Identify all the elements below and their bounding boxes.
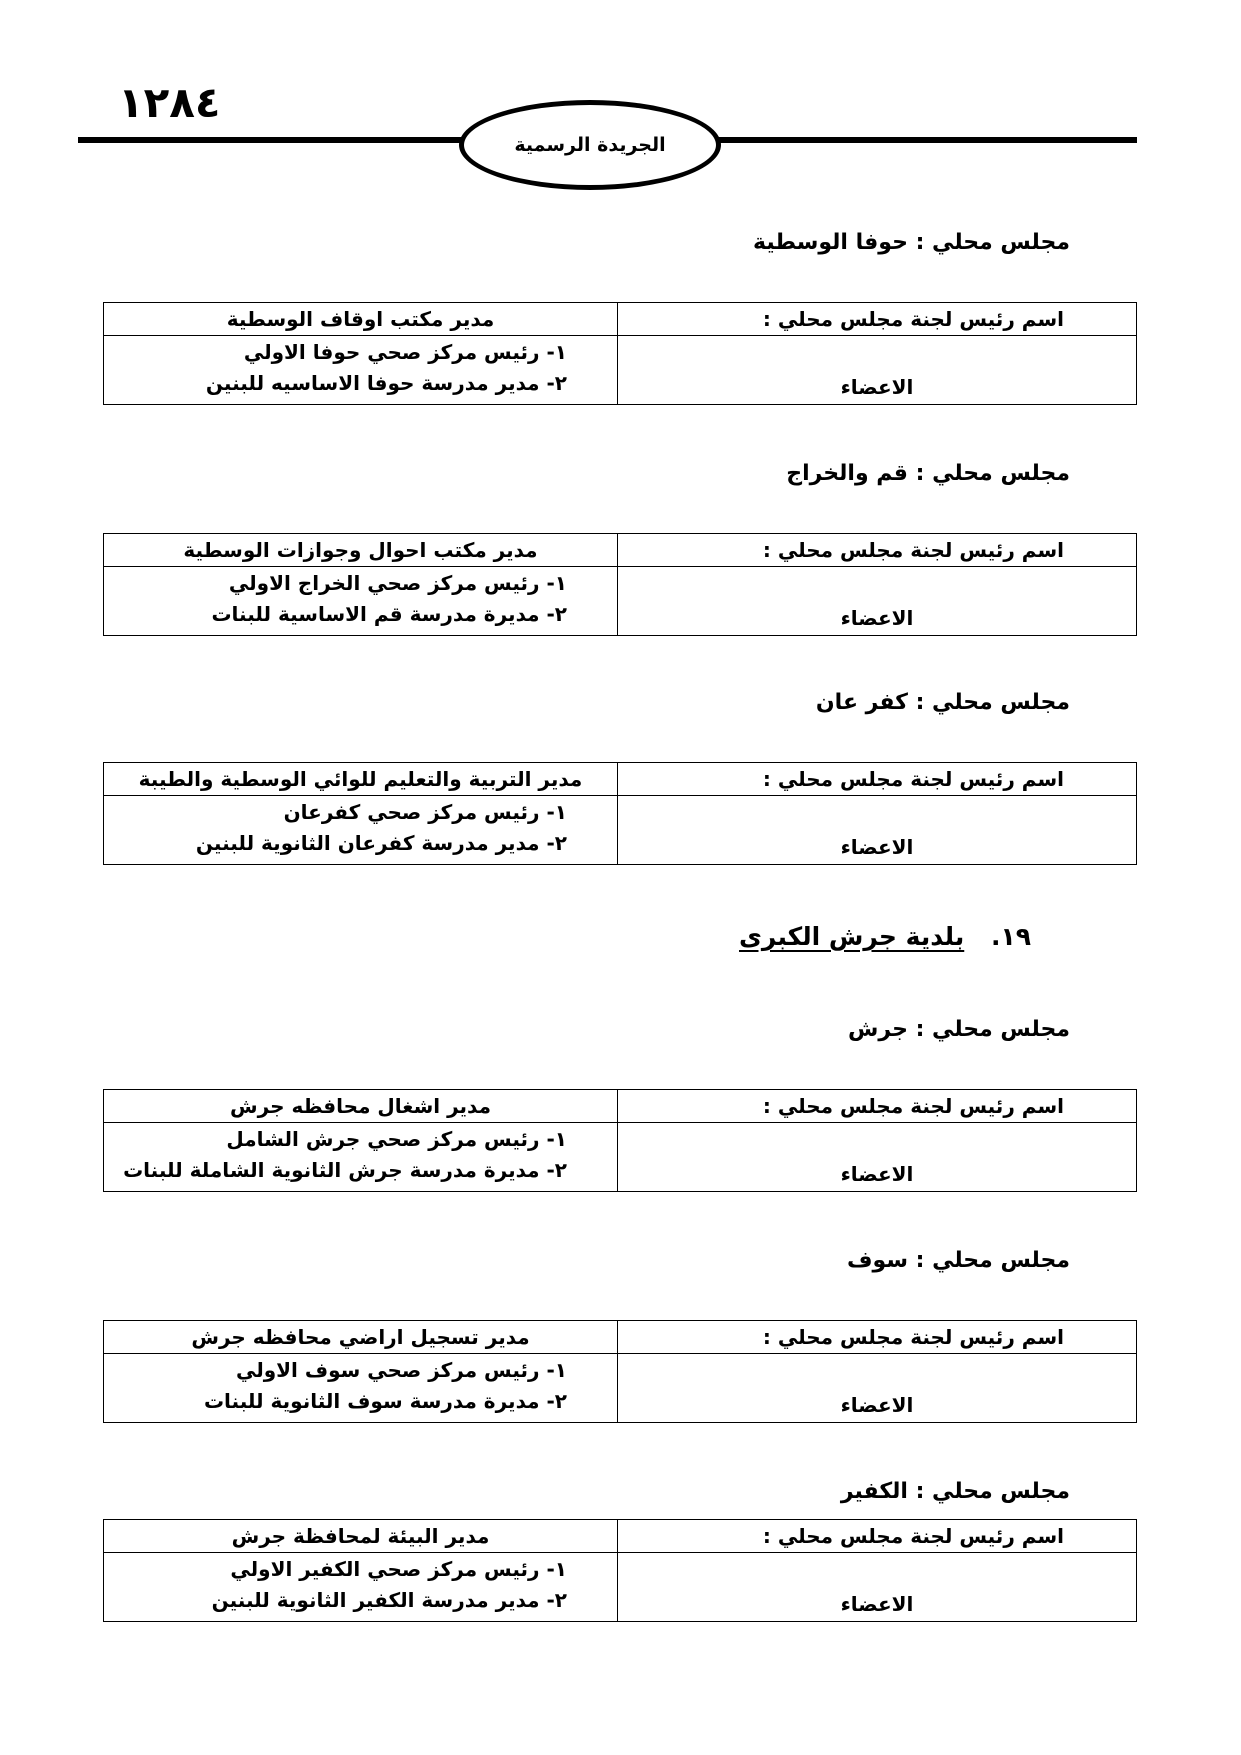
members-list (104, 336, 618, 405)
head-value: مدير التربية والتعليم للوائي الوسطية والطيبة (104, 763, 618, 796)
member-item: ٢- مدير مدرسة حوفا الاساسيه للبنين (205, 371, 567, 395)
member-item: ٢- مدير مدرسة كفرعان الثانوية للبنين (195, 831, 567, 855)
section-number: ١٩. (990, 922, 1031, 951)
members-row (104, 336, 1137, 405)
members-list (104, 1553, 618, 1622)
members-label: الاعضاء (618, 336, 1137, 405)
council-table-jerash (103, 1089, 1137, 1192)
council-title-jerash: مجلس محلي : جرش (848, 1017, 1070, 1042)
member-item: ٢- مدير مدرسة الكفير الثانوية للبنين (211, 1588, 567, 1612)
members-label: الاعضاء (618, 567, 1137, 636)
head-label: اسم رئيس لجنة مجلس محلي : (618, 534, 1137, 567)
member-item: ١- رئيس مركز صحي حوفا الاولي (243, 340, 567, 364)
head-label: اسم رئيس لجنة مجلس محلي : (618, 303, 1137, 336)
head-row (104, 534, 1137, 567)
members-list (104, 796, 618, 865)
head-label: اسم رئيس لجنة مجلس محلي : (618, 1321, 1137, 1354)
head-row (104, 763, 1137, 796)
head-value: مدير البيئة لمحافظة جرش (104, 1520, 618, 1553)
council-table-kafr-aan (103, 762, 1137, 865)
head-value: مدير مكتب اوقاف الوسطية (104, 303, 618, 336)
council-title-souf: مجلس محلي : سوف (846, 1248, 1070, 1273)
council-table-qum (103, 533, 1137, 636)
council-table-hofa (103, 302, 1137, 405)
head-row (104, 1090, 1137, 1123)
member-item: ١- رئيس مركز صحي جرش الشامل (226, 1127, 567, 1151)
members-list (104, 1354, 618, 1423)
head-label: اسم رئيس لجنة مجلس محلي : (618, 1520, 1137, 1553)
council-title-kufeir: مجلس محلي : الكفير (840, 1479, 1070, 1504)
council-table-kufeir (103, 1519, 1137, 1622)
head-value: مدير مكتب احوال وجوازات الوسطية (104, 534, 618, 567)
member-item: ١- رئيس مركز صحي الكفير الاولي (230, 1557, 567, 1581)
members-list (104, 1123, 618, 1192)
members-label: الاعضاء (618, 1553, 1137, 1622)
member-item: ٢- مديرة مدرسة سوف الثانوية للبنات (203, 1389, 567, 1413)
members-row (104, 1123, 1137, 1192)
members-label: الاعضاء (618, 1123, 1137, 1192)
members-row (104, 1354, 1137, 1423)
head-row (104, 1321, 1137, 1354)
head-label: اسم رئيس لجنة مجلس محلي : (618, 763, 1137, 796)
council-table-souf (103, 1320, 1137, 1423)
council-title-kafr-aan: مجلس محلي : كفر عان (815, 690, 1070, 715)
gazette-title-oval (459, 100, 721, 190)
member-item: ١- رئيس مركز صحي كفرعان (283, 800, 567, 824)
head-row (104, 1520, 1137, 1553)
members-row (104, 567, 1137, 636)
member-item: ٢- مديرة مدرسة جرش الثانوية الشاملة للبنات (123, 1158, 567, 1182)
head-value: مدير اشغال محافظه جرش (104, 1090, 618, 1123)
section-name: بلدية جرش الكبرى (739, 922, 965, 951)
member-item: ٢- مديرة مدرسة قم الاساسية للبنات (211, 602, 567, 626)
members-list (104, 567, 618, 636)
section-heading (739, 922, 1031, 951)
head-row (104, 303, 1137, 336)
members-row (104, 1553, 1137, 1622)
gazette-title: الجريدة الرسمية (514, 134, 666, 156)
members-row (104, 796, 1137, 865)
members-label: الاعضاء (618, 796, 1137, 865)
member-item: ١- رئيس مركز صحي سوف الاولي (235, 1358, 567, 1382)
head-value: مدير تسجيل اراضي محافظه جرش (104, 1321, 618, 1354)
council-title-qum: مجلس محلي : قم والخراج (786, 461, 1070, 486)
head-label: اسم رئيس لجنة مجلس محلي : (618, 1090, 1137, 1123)
member-item: ١- رئيس مركز صحي الخراج الاولي (228, 571, 567, 595)
council-title-hofa: مجلس محلي : حوفا الوسطية (752, 230, 1070, 255)
members-label: الاعضاء (618, 1354, 1137, 1423)
page-number: ١٢٨٤ (118, 78, 221, 127)
